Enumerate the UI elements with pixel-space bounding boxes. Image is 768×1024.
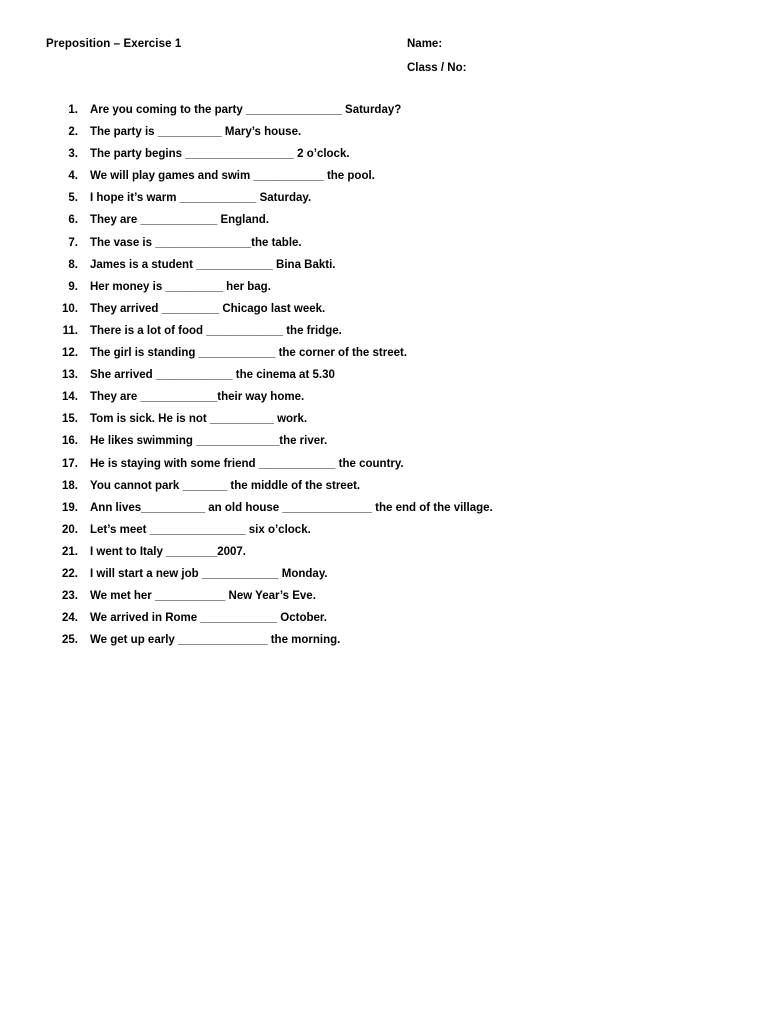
question-item: [0, 546, 768, 568]
question-number: 25.: [62, 634, 78, 647]
question-number: 13.: [62, 369, 78, 382]
question-list: [0, 104, 768, 656]
question-number: 4.: [68, 170, 78, 183]
question-text: They are ____________their way home.: [90, 391, 305, 404]
question-text: Tom is sick. He is not __________ work.: [90, 413, 308, 426]
question-item: [0, 502, 768, 524]
question-item: [0, 325, 768, 347]
question-item: [0, 281, 768, 303]
class-no-label: Class / No:: [407, 62, 467, 74]
question-number: 23.: [62, 590, 78, 603]
question-item: [0, 237, 768, 259]
question-text: They are ____________ England.: [90, 214, 269, 227]
question-number: 9.: [68, 280, 78, 293]
question-item: [0, 524, 768, 546]
question-item: [0, 347, 768, 369]
question-number: 16.: [62, 435, 78, 448]
question-text: I went to Italy ________2007.: [90, 545, 246, 558]
question-number: 15.: [62, 413, 78, 426]
question-number: 2.: [68, 126, 78, 139]
question-text: We met her ___________ New Year’s Eve.: [90, 590, 316, 603]
question-text: He likes swimming _____________the river.: [90, 435, 328, 448]
question-text: I hope it’s warm ____________ Saturday.: [90, 192, 312, 205]
question-item: [0, 391, 768, 413]
worksheet-title: Preposition – Exercise 1: [46, 38, 182, 50]
question-item: [0, 148, 768, 170]
question-number: 6.: [68, 214, 78, 227]
question-item: [0, 214, 768, 236]
question-item: [0, 435, 768, 457]
question-number: 10.: [62, 302, 78, 315]
question-item: [0, 634, 768, 656]
question-item: [0, 568, 768, 590]
question-item: [0, 170, 768, 192]
question-number: 19.: [62, 501, 78, 514]
question-text: The party is __________ Mary’s house.: [90, 126, 302, 139]
question-text: James is a student ____________ Bina Bakti.: [90, 258, 336, 271]
question-number: 7.: [68, 236, 78, 249]
question-text: He is staying with some friend ____________ the country.: [90, 457, 404, 470]
question-number: 12.: [62, 347, 78, 360]
question-number: 17.: [62, 457, 78, 470]
question-item: [0, 480, 768, 502]
question-number: 1.: [68, 104, 78, 116]
question-item: [0, 192, 768, 214]
question-item: [0, 590, 768, 612]
question-number: 21.: [62, 545, 78, 558]
question-text: The vase is _______________the table.: [90, 236, 302, 249]
question-text: We arrived in Rome ____________ October.: [90, 612, 327, 625]
question-number: 22.: [62, 567, 78, 580]
question-number: 8.: [68, 258, 78, 271]
question-item: [0, 612, 768, 634]
question-item: [0, 413, 768, 435]
question-number: 5.: [68, 192, 78, 205]
question-text: They arrived _________ Chicago last week.: [90, 302, 326, 315]
question-item: [0, 104, 768, 126]
question-text: The girl is standing ____________ the corner of the street.: [90, 347, 408, 360]
question-text: There is a lot of food ____________ the fridge.: [90, 324, 342, 337]
question-number: 18.: [62, 479, 78, 492]
question-number: 20.: [62, 523, 78, 536]
question-text: Her money is _________ her bag.: [90, 280, 271, 293]
question-text: You cannot park _______ the middle of the street.: [90, 479, 361, 492]
question-item: [0, 126, 768, 148]
question-text: Are you coming to the party _______________ Saturday?: [90, 104, 402, 116]
question-number: 3.: [68, 148, 78, 161]
question-text: Ann lives__________ an old house ______________ the end of the village.: [90, 501, 493, 514]
question-item: [0, 458, 768, 480]
question-item: [0, 303, 768, 325]
question-text: We will play games and swim ___________ the pool.: [90, 170, 375, 183]
question-number: 11.: [62, 324, 78, 337]
name-label: Name:: [407, 38, 443, 50]
question-number: 24.: [62, 612, 78, 625]
question-text: I will start a new job ____________ Monday.: [90, 567, 328, 580]
question-text: She arrived ____________ the cinema at 5.30: [90, 369, 335, 382]
question-item: [0, 259, 768, 281]
question-text: Let’s meet _______________ six o’clock.: [90, 523, 311, 536]
question-number: 14.: [62, 391, 78, 404]
question-text: We get up early ______________ the morning.: [90, 634, 341, 647]
question-text: The party begins _________________ 2 o’clock.: [90, 148, 350, 161]
question-item: [0, 369, 768, 391]
